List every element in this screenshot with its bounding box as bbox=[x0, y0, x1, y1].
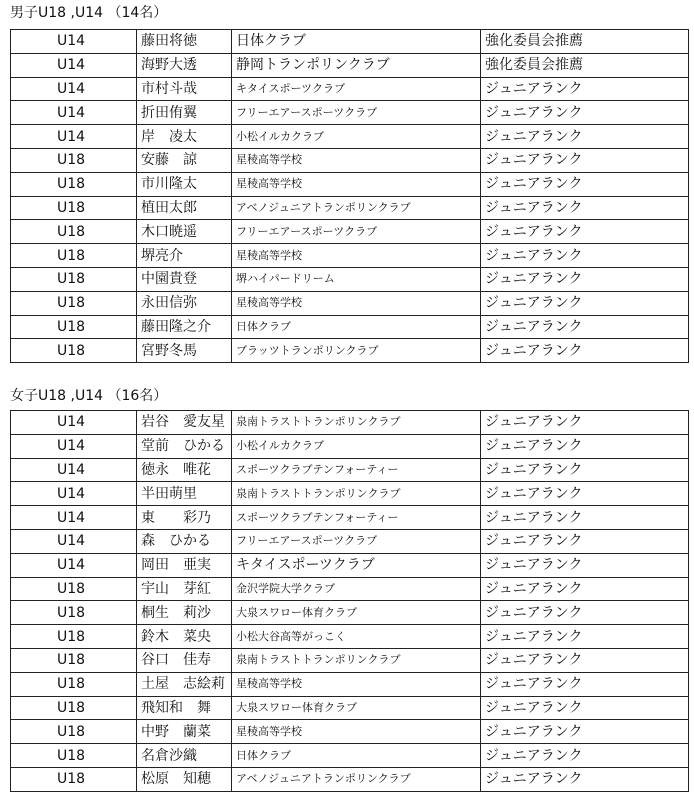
category-cell: U18 bbox=[11, 696, 137, 720]
table-row bbox=[11, 172, 689, 196]
table-row bbox=[11, 625, 689, 649]
club-cell: 大泉スワロー体育クラブ bbox=[232, 601, 481, 625]
selection-basis-cell: ジュニアランク bbox=[481, 625, 689, 649]
selection-basis-cell: ジュニアランク bbox=[481, 553, 689, 577]
category-cell: U18 bbox=[11, 220, 137, 244]
selection-basis-cell: ジュニアランク bbox=[481, 339, 689, 363]
table-row bbox=[11, 720, 689, 744]
category-cell: U18 bbox=[11, 577, 137, 601]
club-cell: スポーツクラブテンフォーティー bbox=[232, 506, 481, 530]
club-cell: ブラッツトランポリンクラブ bbox=[232, 339, 481, 363]
club-cell: 星稜高等学校 bbox=[232, 672, 481, 696]
table-row bbox=[11, 30, 689, 54]
selection-basis-cell: ジュニアランク bbox=[481, 411, 689, 435]
club-cell: 星稜高等学校 bbox=[232, 291, 481, 315]
category-cell: U18 bbox=[11, 648, 137, 672]
club-cell: アベノジュニアトランポリンクラブ bbox=[232, 767, 481, 791]
selection-basis-cell: ジュニアランク bbox=[481, 482, 689, 506]
selection-basis-cell: ジュニアランク bbox=[481, 744, 689, 768]
club-cell: 泉南トラストトランポリンクラブ bbox=[232, 482, 481, 506]
category-cell: U18 bbox=[11, 196, 137, 220]
athlete-name-cell: 岩谷 愛友星 bbox=[137, 411, 232, 435]
athlete-name-cell: 桐生 莉沙 bbox=[137, 601, 232, 625]
club-cell: 星稜高等学校 bbox=[232, 148, 481, 172]
table-row bbox=[11, 148, 689, 172]
club-cell: 星稜高等学校 bbox=[232, 244, 481, 268]
table-row bbox=[11, 291, 689, 315]
category-cell: U14 bbox=[11, 482, 137, 506]
club-cell: 小松イルカクラブ bbox=[232, 434, 481, 458]
athlete-name-cell: 堺亮介 bbox=[137, 244, 232, 268]
athlete-name-cell: 藤田将徳 bbox=[137, 30, 232, 54]
club-cell: キタイスポーツクラブ bbox=[232, 77, 481, 101]
table-row bbox=[11, 744, 689, 768]
table-row bbox=[11, 482, 689, 506]
club-cell: スポーツクラブテンフォーティー bbox=[232, 458, 481, 482]
category-cell: U18 bbox=[11, 267, 137, 291]
athlete-name-cell: 宇山 芽紅 bbox=[137, 577, 232, 601]
category-cell: U18 bbox=[11, 291, 137, 315]
girls-roster-body bbox=[11, 411, 689, 792]
athlete-name-cell: 森 ひかる bbox=[137, 529, 232, 553]
selection-basis-cell: ジュニアランク bbox=[481, 767, 689, 791]
athlete-name-cell: 安藤 諒 bbox=[137, 148, 232, 172]
table-row bbox=[11, 767, 689, 791]
selection-basis-cell: 強化委員会推薦 bbox=[481, 30, 689, 54]
selection-basis-cell: ジュニアランク bbox=[481, 696, 689, 720]
category-cell: U14 bbox=[11, 77, 137, 101]
selection-basis-cell: ジュニアランク bbox=[481, 291, 689, 315]
athlete-name-cell: 市川隆太 bbox=[137, 172, 232, 196]
club-cell: 日体クラブ bbox=[232, 315, 481, 339]
table-row bbox=[11, 339, 689, 363]
category-cell: U14 bbox=[11, 434, 137, 458]
category-cell: U14 bbox=[11, 53, 137, 77]
selection-basis-cell: ジュニアランク bbox=[481, 506, 689, 530]
athlete-name-cell: 岡田 亜実 bbox=[137, 553, 232, 577]
selection-basis-cell: ジュニアランク bbox=[481, 267, 689, 291]
athlete-name-cell: 木口暁遥 bbox=[137, 220, 232, 244]
boys-section-title: 男子U18 ,U14 （14名） bbox=[10, 5, 168, 21]
athlete-name-cell: 永田信弥 bbox=[137, 291, 232, 315]
athlete-name-cell: 藤田隆之介 bbox=[137, 315, 232, 339]
category-cell: U14 bbox=[11, 30, 137, 54]
category-cell: U18 bbox=[11, 672, 137, 696]
athlete-name-cell: 堂前 ひかる bbox=[137, 434, 232, 458]
selection-basis-cell: ジュニアランク bbox=[481, 648, 689, 672]
selection-basis-cell: ジュニアランク bbox=[481, 601, 689, 625]
athlete-name-cell: 市村斗哉 bbox=[137, 77, 232, 101]
athlete-name-cell: 半田萌里 bbox=[137, 482, 232, 506]
club-cell: フリーエアースポーツクラブ bbox=[232, 220, 481, 244]
selection-basis-cell: 強化委員会推薦 bbox=[481, 53, 689, 77]
selection-basis-cell: ジュニアランク bbox=[481, 458, 689, 482]
athlete-name-cell: 谷口 佳寿 bbox=[137, 648, 232, 672]
table-row bbox=[11, 77, 689, 101]
selection-basis-cell: ジュニアランク bbox=[481, 315, 689, 339]
table-row bbox=[11, 577, 689, 601]
table-row bbox=[11, 553, 689, 577]
athlete-name-cell: 海野大透 bbox=[137, 53, 232, 77]
category-cell: U18 bbox=[11, 744, 137, 768]
club-cell: 日体クラブ bbox=[232, 744, 481, 768]
category-cell: U14 bbox=[11, 101, 137, 125]
table-row bbox=[11, 267, 689, 291]
athlete-name-cell: 岸 凌太 bbox=[137, 125, 232, 149]
club-cell: 小松イルカクラブ bbox=[232, 125, 481, 149]
category-cell: U18 bbox=[11, 720, 137, 744]
selection-basis-cell: ジュニアランク bbox=[481, 672, 689, 696]
athlete-name-cell: 徳永 唯花 bbox=[137, 458, 232, 482]
club-cell: 堺ハイパードリーム bbox=[232, 267, 481, 291]
table-row bbox=[11, 244, 689, 268]
category-cell: U18 bbox=[11, 315, 137, 339]
club-cell: フリーエアースポーツクラブ bbox=[232, 529, 481, 553]
category-cell: U18 bbox=[11, 767, 137, 791]
club-cell: フリーエアースポーツクラブ bbox=[232, 101, 481, 125]
category-cell: U14 bbox=[11, 411, 137, 435]
girls-section-title: 女子U18 ,U14 （16名） bbox=[10, 388, 168, 404]
category-cell: U18 bbox=[11, 172, 137, 196]
athlete-name-cell: 東 彩乃 bbox=[137, 506, 232, 530]
table-row bbox=[11, 434, 689, 458]
athlete-name-cell: 飛知和 舞 bbox=[137, 696, 232, 720]
selection-basis-cell: ジュニアランク bbox=[481, 434, 689, 458]
table-row bbox=[11, 196, 689, 220]
selection-basis-cell: ジュニアランク bbox=[481, 148, 689, 172]
category-cell: U14 bbox=[11, 529, 137, 553]
selection-basis-cell: ジュニアランク bbox=[481, 577, 689, 601]
category-cell: U18 bbox=[11, 244, 137, 268]
boys-roster-body bbox=[11, 30, 689, 363]
category-cell: U14 bbox=[11, 553, 137, 577]
table-row bbox=[11, 506, 689, 530]
selection-basis-cell: ジュニアランク bbox=[481, 172, 689, 196]
athlete-name-cell: 折田侑翼 bbox=[137, 101, 232, 125]
selection-basis-cell: ジュニアランク bbox=[481, 244, 689, 268]
table-row bbox=[11, 529, 689, 553]
boys-roster-table bbox=[10, 29, 689, 363]
club-cell: アベノジュニアトランポリンクラブ bbox=[232, 196, 481, 220]
athlete-name-cell: 鈴木 菜央 bbox=[137, 625, 232, 649]
category-cell: U18 bbox=[11, 601, 137, 625]
club-cell: 日体クラブ bbox=[232, 30, 481, 54]
category-cell: U18 bbox=[11, 148, 137, 172]
club-cell: 星稜高等学校 bbox=[232, 720, 481, 744]
selection-basis-cell: ジュニアランク bbox=[481, 125, 689, 149]
table-row bbox=[11, 125, 689, 149]
table-row bbox=[11, 220, 689, 244]
table-row bbox=[11, 315, 689, 339]
category-cell: U14 bbox=[11, 506, 137, 530]
athlete-name-cell: 名倉沙織 bbox=[137, 744, 232, 768]
table-row bbox=[11, 696, 689, 720]
club-cell: 静岡トランポリンクラブ bbox=[232, 53, 481, 77]
selection-basis-cell: ジュニアランク bbox=[481, 220, 689, 244]
athlete-name-cell: 植田太郎 bbox=[137, 196, 232, 220]
selection-basis-cell: ジュニアランク bbox=[481, 720, 689, 744]
selection-basis-cell: ジュニアランク bbox=[481, 529, 689, 553]
club-cell: 大泉スワロー体育クラブ bbox=[232, 696, 481, 720]
table-row bbox=[11, 458, 689, 482]
table-row bbox=[11, 101, 689, 125]
category-cell: U18 bbox=[11, 339, 137, 363]
club-cell: 泉南トラストトランポリンクラブ bbox=[232, 648, 481, 672]
girls-roster-table bbox=[10, 410, 689, 792]
club-cell: 金沢学院大学クラブ bbox=[232, 577, 481, 601]
category-cell: U14 bbox=[11, 125, 137, 149]
club-cell: キタイスポーツクラブ bbox=[232, 553, 481, 577]
table-row bbox=[11, 411, 689, 435]
athlete-name-cell: 中野 蘭菜 bbox=[137, 720, 232, 744]
selection-basis-cell: ジュニアランク bbox=[481, 196, 689, 220]
category-cell: U14 bbox=[11, 458, 137, 482]
athlete-name-cell: 中園貴登 bbox=[137, 267, 232, 291]
athlete-name-cell: 松原 知穂 bbox=[137, 767, 232, 791]
table-row bbox=[11, 53, 689, 77]
table-row bbox=[11, 672, 689, 696]
selection-basis-cell: ジュニアランク bbox=[481, 77, 689, 101]
athlete-name-cell: 土屋 志絵莉 bbox=[137, 672, 232, 696]
table-row bbox=[11, 648, 689, 672]
athlete-name-cell: 宮野冬馬 bbox=[137, 339, 232, 363]
table-row bbox=[11, 601, 689, 625]
club-cell: 小松大谷高等がっこく bbox=[232, 625, 481, 649]
club-cell: 星稜高等学校 bbox=[232, 172, 481, 196]
club-cell: 泉南トラストトランポリンクラブ bbox=[232, 411, 481, 435]
category-cell: U18 bbox=[11, 625, 137, 649]
selection-basis-cell: ジュニアランク bbox=[481, 101, 689, 125]
